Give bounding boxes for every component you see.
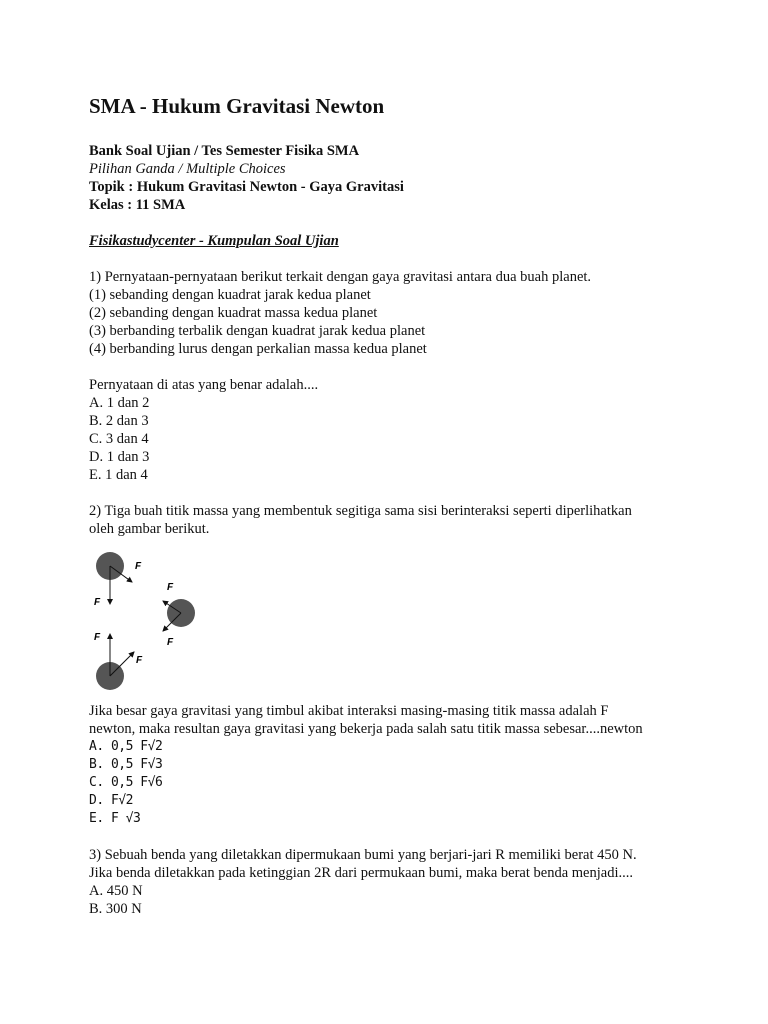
force-label: F — [94, 597, 101, 608]
question-3-option-a: A. 450 N — [89, 883, 143, 899]
header-bank-soal: Bank Soal Ujian / Tes Semester Fisika SMA — [89, 143, 360, 159]
question-1-statement: (4) berbanding lurus dengan perkalian massa kedua planet — [89, 341, 427, 357]
question-1-stem: 1) Pernyataan-pernyataan berikut terkait dengan gaya gravitasi antara dua buah planet. — [89, 269, 592, 285]
question-1-statement: (3) berbanding terbalik dengan kuadrat jarak kedua planet — [89, 323, 426, 339]
question-1-option-d: D. 1 dan 3 — [89, 449, 150, 465]
question-1-option-b: B. 2 dan 3 — [89, 413, 149, 429]
question-3-stem: 3) Sebuah benda yang diletakkan dipermukaan bumi yang berjari-jari R memiliki berat 450 N. — [89, 847, 637, 863]
question-2-option-a: A. 0,5 F√2 — [89, 739, 163, 754]
question-3-stem: Jika benda diletakkan pada ketinggian 2R dari permukaan bumi, maka berat benda menjadi.... — [89, 865, 633, 881]
source-link[interactable]: Fisikastudycenter - Kumpulan Soal Ujian — [89, 233, 339, 249]
question-1 — [89, 268, 729, 484]
question-1-option-c: C. 3 dan 4 — [89, 431, 149, 447]
question-2-stem: 2) Tiga buah titik massa yang membentuk segitiga sama sisi berinteraksi seperti diperlihatkan — [89, 503, 632, 519]
header-pilihan-ganda: Pilihan Ganda / Multiple Choices — [89, 161, 286, 177]
force-label: F — [135, 561, 142, 572]
question-2-stem: oleh gambar berikut. — [89, 521, 210, 537]
question-2-text: Jika besar gaya gravitasi yang timbul akibat interaksi masing-masing titik massa adalah F — [89, 703, 609, 719]
document-page — [89, 92, 729, 918]
three-mass-force-diagram — [85, 544, 235, 694]
question-2 — [89, 502, 729, 828]
question-2-option-d: D. F√2 — [89, 793, 133, 808]
force-label: F — [136, 655, 143, 666]
question-2-text: newton, maka resultan gaya gravitasi yang bekerja pada salah satu titik massa sebesar....newton — [89, 721, 643, 737]
question-2-option-c: C. 0,5 F√6 — [89, 775, 163, 790]
question-1-prompt: Pernyataan di atas yang benar adalah.... — [89, 377, 319, 393]
question-2-option-b: B. 0,5 F√3 — [89, 757, 163, 772]
question-3 — [89, 846, 729, 918]
page-title: SMA - Hukum Gravitasi Newton — [89, 94, 385, 118]
force-diagram-svg — [85, 544, 235, 694]
question-3-option-b: B. 300 N — [89, 901, 142, 917]
question-1-option-e: E. 1 dan 4 — [89, 467, 148, 483]
force-label: F — [94, 632, 101, 643]
question-1-option-a: A. 1 dan 2 — [89, 395, 150, 411]
question-1-statement: (1) sebanding dengan kuadrat jarak kedua planet — [89, 287, 371, 303]
header-kelas: Kelas : 11 SMA — [89, 197, 186, 213]
question-2-option-e: E. F √3 — [89, 811, 141, 826]
force-label: F — [167, 582, 174, 593]
force-label: F — [167, 637, 174, 648]
header-topik: Topik : Hukum Gravitasi Newton - Gaya Gravitasi — [89, 179, 404, 195]
question-1-statement: (2) sebanding dengan kuadrat massa kedua planet — [89, 305, 378, 321]
